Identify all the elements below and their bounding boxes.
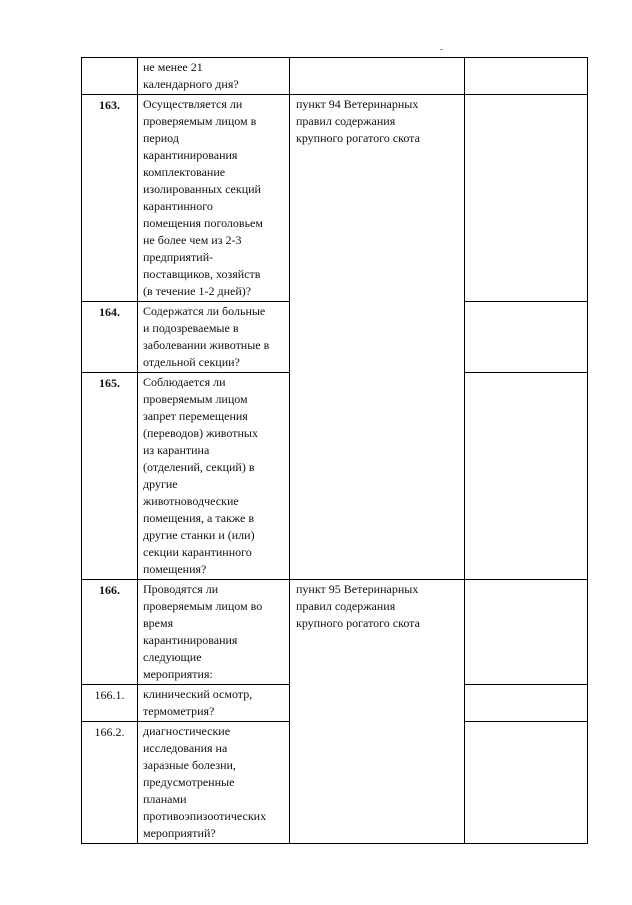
scan-speck — [440, 49, 443, 50]
question-cell: Соблюдается ли проверяемым лицом запрет перемещения (переводов) животных из карантина (отделений, секций) в другие животноводческие помещения, а также в другие станки и (или) секции карантинного помещения? — [138, 373, 290, 580]
answer-cell — [465, 685, 588, 722]
question-cell: диагностические исследования на заразные болезни, предусмотренные планами противоэпизоотических мероприятий? — [138, 722, 290, 844]
answer-cell — [465, 580, 588, 685]
answer-cell — [465, 302, 588, 373]
question-cell: Осуществляется ли проверяемым лицом в период карантинирования комплектование изолированных секций карантинного помещения поголовьем не более чем из 2-3 предприятий- поставщиков, хозяйств (в течение 1-2 дней)? — [138, 95, 290, 302]
row-number — [82, 58, 138, 95]
checklist-table — [81, 57, 588, 844]
table-row — [82, 580, 588, 685]
answer-cell — [465, 373, 588, 580]
row-number: 164. — [82, 302, 138, 373]
answer-cell — [465, 58, 588, 95]
question-cell: Содержатся ли больные и подозреваемые в заболевании животные в отдельной секции? — [138, 302, 290, 373]
row-number: 165. — [82, 373, 138, 580]
reference-cell — [290, 58, 465, 95]
question-cell: Проводятся ли проверяемым лицом во время карантинирования следующие мероприятия: — [138, 580, 290, 685]
answer-cell — [465, 95, 588, 302]
row-number: 166. — [82, 580, 138, 685]
row-number: 166.2. — [82, 722, 138, 844]
row-number: 163. — [82, 95, 138, 302]
table-row — [82, 58, 588, 95]
row-number: 166.1. — [82, 685, 138, 722]
answer-cell — [465, 722, 588, 844]
question-cell: клинический осмотр, термометрия? — [138, 685, 290, 722]
question-cell: не менее 21 календарного дня? — [138, 58, 290, 95]
table-row — [82, 95, 588, 302]
reference-cell: пункт 95 Ветеринарных правил содержания крупного рогатого скота — [290, 580, 465, 844]
reference-cell: пункт 94 Ветеринарных правил содержания крупного рогатого скота — [290, 95, 465, 580]
